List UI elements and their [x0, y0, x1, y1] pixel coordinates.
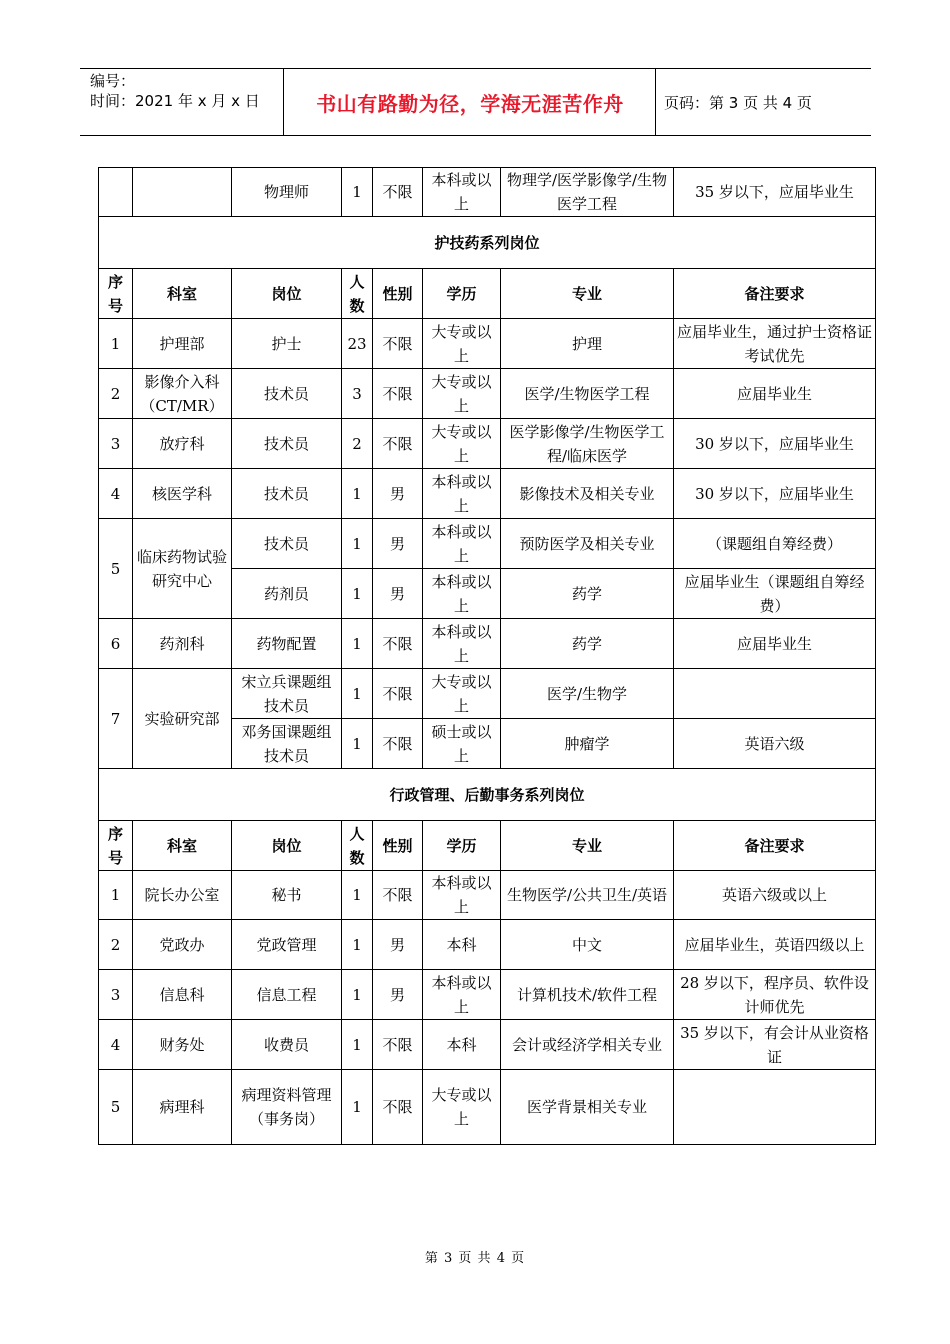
table-row [99, 419, 876, 469]
cell-remark [674, 669, 876, 719]
cell-major: 影像技术及相关专业 [501, 469, 674, 519]
cell-dept: 护理部 [133, 319, 232, 369]
cell-position: 宋立兵课题组技术员 [232, 669, 342, 719]
cell-position: 收费员 [232, 1020, 342, 1070]
cell-no: 1 [99, 871, 133, 920]
cell-gender: 不限 [373, 319, 423, 369]
cell-education: 本科或以上 [423, 168, 501, 217]
cell-dept: 信息科 [133, 970, 232, 1020]
col-header: 专业 [501, 269, 674, 319]
cell-gender: 不限 [373, 719, 423, 769]
cell-gender: 不限 [373, 619, 423, 669]
cell-dept: 临床药物试验研究中心 [133, 519, 232, 619]
cell-position: 药剂员 [232, 569, 342, 619]
col-header: 专业 [501, 821, 674, 871]
col-header: 性别 [373, 821, 423, 871]
cell-count: 1 [342, 469, 373, 519]
cell-count: 1 [342, 1020, 373, 1070]
cell-gender: 男 [373, 519, 423, 569]
cell-count: 1 [342, 569, 373, 619]
cell-no: 5 [99, 1070, 133, 1145]
cell-remark: 35 岁以下，应届毕业生 [674, 168, 876, 217]
cell-position: 物理师 [232, 168, 342, 217]
cell-remark: 应届毕业生（课题组自筹经费） [674, 569, 876, 619]
cell-count: 1 [342, 669, 373, 719]
cell-no: 2 [99, 920, 133, 970]
cell-major: 肿瘤学 [501, 719, 674, 769]
cell-no: 2 [99, 369, 133, 419]
header-meta [90, 71, 260, 111]
cell-dept: 放疗科 [133, 419, 232, 469]
cell-major: 中文 [501, 920, 674, 970]
cell-gender: 男 [373, 920, 423, 970]
cell-dept: 财务处 [133, 1020, 232, 1070]
col-header: 备注要求 [674, 821, 876, 871]
cell-position: 邓务国课题组技术员 [232, 719, 342, 769]
table-row [99, 871, 876, 920]
cell-count: 3 [342, 369, 373, 419]
cell-education: 硕士或以上 [423, 719, 501, 769]
col-header: 岗位 [232, 269, 342, 319]
cell-remark: 应届毕业生，英语四级以上 [674, 920, 876, 970]
cell-education: 大专或以上 [423, 1070, 501, 1145]
col-header: 备注要求 [674, 269, 876, 319]
col-header: 学历 [423, 269, 501, 319]
table-row [99, 669, 876, 719]
cell-no: 7 [99, 669, 133, 769]
cell-position: 护士 [232, 319, 342, 369]
table-row [99, 1020, 876, 1070]
cell-no: 4 [99, 469, 133, 519]
table-row [99, 920, 876, 970]
cell-remark: （课题组自筹经费） [674, 519, 876, 569]
header-page-info: 页码：第 3 页 共 4 页 [664, 93, 812, 112]
header-divider [283, 69, 284, 135]
col-header: 人数 [342, 821, 373, 871]
cell-dept: 党政办 [133, 920, 232, 970]
cell-major: 护理 [501, 319, 674, 369]
cell-count: 1 [342, 920, 373, 970]
recruitment-table [98, 167, 876, 1145]
cell-education: 本科或以上 [423, 970, 501, 1020]
col-header: 科室 [133, 269, 232, 319]
cell-education: 本科或以上 [423, 519, 501, 569]
cell-dept: 病理科 [133, 1070, 232, 1145]
cell-major: 医学影像学/生物医学工程/临床医学 [501, 419, 674, 469]
cell-education: 大专或以上 [423, 669, 501, 719]
cell-dept: 实验研究部 [133, 669, 232, 769]
cell-dept: 核医学科 [133, 469, 232, 519]
cell-education: 本科或以上 [423, 619, 501, 669]
cell-major: 医学/生物学 [501, 669, 674, 719]
cell-count: 2 [342, 419, 373, 469]
cell-gender: 不限 [373, 669, 423, 719]
cell-major: 会计或经济学相关专业 [501, 1020, 674, 1070]
page-footer: 第 3 页 共 4 页 [424, 1251, 526, 1266]
cell-gender: 不限 [373, 419, 423, 469]
header-row [99, 269, 876, 319]
header-divider [655, 69, 656, 135]
cell-gender: 不限 [373, 1070, 423, 1145]
cell-no: 1 [99, 319, 133, 369]
cell-position: 秘书 [232, 871, 342, 920]
header-motto: 书山有路勤为径，学海无涯苦作舟 [316, 91, 624, 116]
cell-education: 本科 [423, 1020, 501, 1070]
table-row [99, 469, 876, 519]
cell-education: 大专或以上 [423, 419, 501, 469]
cell-gender: 不限 [373, 871, 423, 920]
cell-remark: 35 岁以下，有会计从业资格证 [674, 1020, 876, 1070]
cell-position: 技术员 [232, 419, 342, 469]
cell-position: 信息工程 [232, 970, 342, 1020]
cell-remark: 英语六级或以上 [674, 871, 876, 920]
cell-remark: 英语六级 [674, 719, 876, 769]
cell-major: 预防医学及相关专业 [501, 519, 674, 569]
cell-position: 技术员 [232, 369, 342, 419]
cell-gender: 不限 [373, 1020, 423, 1070]
cell-major: 医学/生物医学工程 [501, 369, 674, 419]
cell-no: 3 [99, 970, 133, 1020]
col-header: 序号 [99, 821, 133, 871]
cell-major: 药学 [501, 619, 674, 669]
cell-count: 1 [342, 168, 373, 217]
table-row [99, 619, 876, 669]
number-label: 编号： [90, 72, 136, 90]
cell-remark [674, 1070, 876, 1145]
cell-education: 本科或以上 [423, 871, 501, 920]
cell-remark: 30 岁以下，应届毕业生 [674, 419, 876, 469]
col-header: 科室 [133, 821, 232, 871]
table-row [99, 1070, 876, 1145]
col-header: 人数 [342, 269, 373, 319]
cell-count: 1 [342, 719, 373, 769]
col-header: 岗位 [232, 821, 342, 871]
section-title-row [99, 769, 876, 821]
cell-position: 党政管理 [232, 920, 342, 970]
cell-education: 本科 [423, 920, 501, 970]
cell-major: 医学背景相关专业 [501, 1070, 674, 1145]
cell-gender: 不限 [373, 369, 423, 419]
cell-position: 病理资料管理（事务岗） [232, 1070, 342, 1145]
cell-count: 23 [342, 319, 373, 369]
section-title: 护技药系列岗位 [99, 217, 876, 269]
cell-gender: 男 [373, 970, 423, 1020]
table-row [99, 970, 876, 1020]
cell-major: 生物医学/公共卫生/英语 [501, 871, 674, 920]
table-row [99, 519, 876, 569]
col-header: 序号 [99, 269, 133, 319]
cell-gender: 不限 [373, 168, 423, 217]
cell-gender: 男 [373, 469, 423, 519]
cell-no: 6 [99, 619, 133, 669]
cell-dept: 院长办公室 [133, 871, 232, 920]
cell-position: 技术员 [232, 519, 342, 569]
cell-count: 1 [342, 519, 373, 569]
cell-count: 1 [342, 619, 373, 669]
cell-count: 1 [342, 970, 373, 1020]
cell-no: 5 [99, 519, 133, 619]
cell-major: 计算机技术/软件工程 [501, 970, 674, 1020]
cell-remark: 应届毕业生 [674, 619, 876, 669]
cell-education: 本科或以上 [423, 569, 501, 619]
cell-position: 技术员 [232, 469, 342, 519]
cell-dept: 影像介入科（CT/MR） [133, 369, 232, 419]
cell-position: 药物配置 [232, 619, 342, 669]
cell-major: 物理学/医学影像学/生物医学工程 [501, 168, 674, 217]
cell-remark: 28 岁以下，程序员、软件设计师优先 [674, 970, 876, 1020]
table-row [99, 319, 876, 369]
time-label: 时间：2021 年 x 月 x 日 [90, 92, 260, 110]
cell-education: 本科或以上 [423, 469, 501, 519]
cell-education: 大专或以上 [423, 319, 501, 369]
cell-education: 大专或以上 [423, 369, 501, 419]
cell-remark: 应届毕业生，通过护士资格证考试优先 [674, 319, 876, 369]
col-header: 学历 [423, 821, 501, 871]
header-row [99, 821, 876, 871]
cell-no: 3 [99, 419, 133, 469]
cell-count: 1 [342, 1070, 373, 1145]
page-header [80, 68, 871, 136]
table-row [99, 168, 876, 217]
col-header: 性别 [373, 269, 423, 319]
cell-no: 4 [99, 1020, 133, 1070]
cell-major: 药学 [501, 569, 674, 619]
section-title-row [99, 217, 876, 269]
cell-dept: 药剂科 [133, 619, 232, 669]
table-row [99, 369, 876, 419]
cell-count: 1 [342, 871, 373, 920]
cell-gender: 男 [373, 569, 423, 619]
section-title: 行政管理、后勤事务系列岗位 [99, 769, 876, 821]
cell-remark: 30 岁以下，应届毕业生 [674, 469, 876, 519]
cell-remark: 应届毕业生 [674, 369, 876, 419]
